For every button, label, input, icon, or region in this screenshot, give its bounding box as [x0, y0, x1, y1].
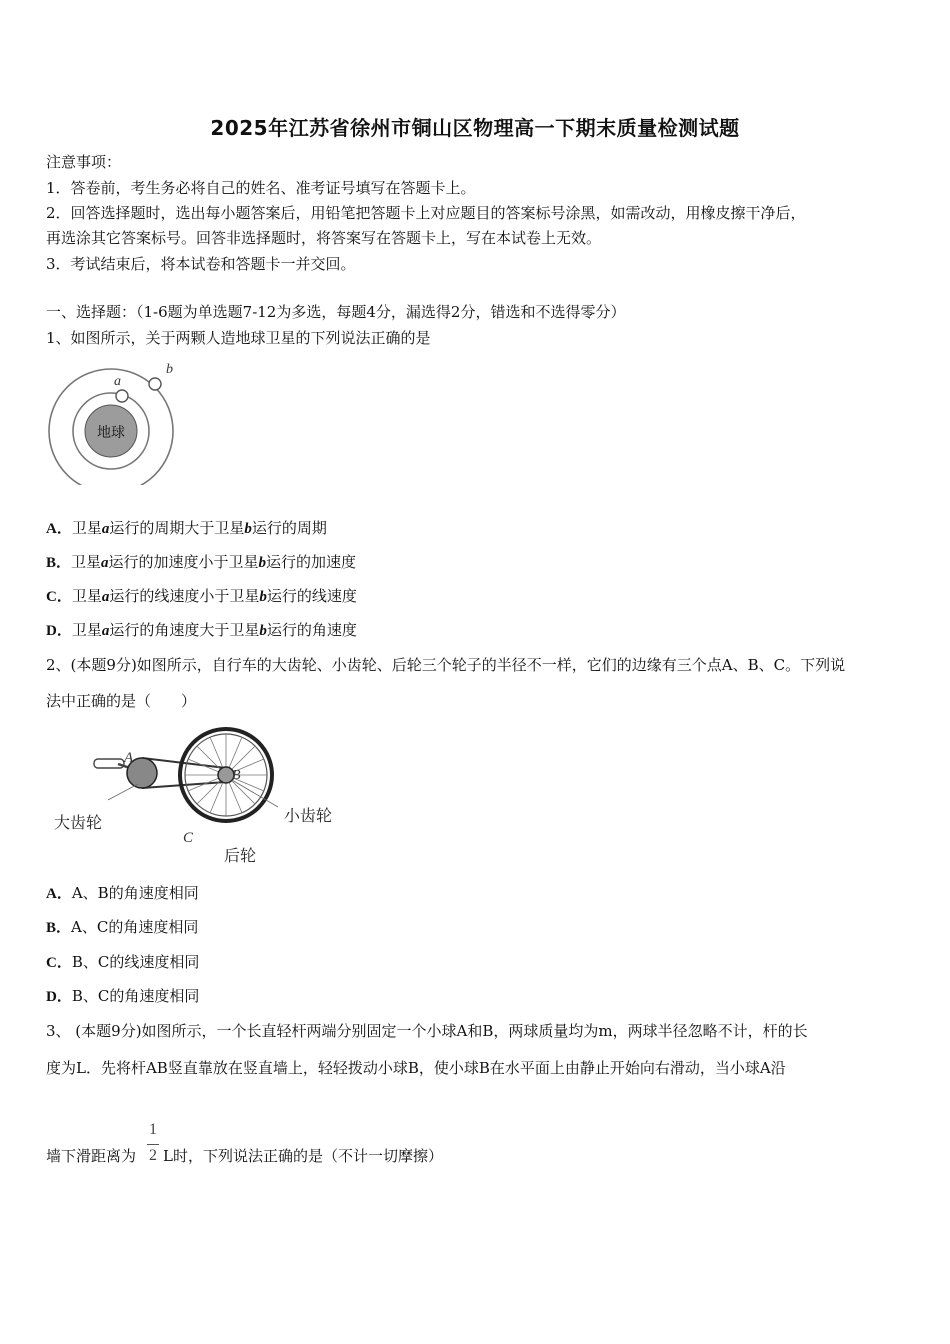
notes-heading: 注意事项： — [46, 153, 122, 171]
q2-option-b: B．A、C的角速度相同 — [46, 918, 199, 936]
q1-option-d: D．卫星a运行的角速度大于卫星b运行的角速度 — [46, 621, 357, 639]
big-gear-label: 大齿轮 — [54, 813, 103, 832]
note-item: 1．答卷前，考生务必将自己的姓名、准考证号填写在答题卡上。 — [46, 179, 476, 197]
q3-stem-line3-post: L时，下列说法正确的是（不计一切摩擦） — [163, 1147, 443, 1165]
earth-label: 地球 — [97, 425, 125, 441]
q2-stem-cont: 法中正确的是（ ） — [46, 692, 197, 710]
q3-stem-line3-pre: 墙下滑距离为 — [46, 1147, 137, 1165]
q1-option-c: C．卫星a运行的线速度小于卫星b运行的线速度 — [46, 587, 357, 605]
q1-option-b: B．卫星a运行的加速度小于卫星b运行的加速度 — [46, 553, 357, 571]
fraction-numerator: 1 — [149, 1121, 157, 1138]
rear-wheel-label: 后轮 — [224, 846, 257, 865]
q1-option-a: A．卫星a运行的周期大于卫星b运行的周期 — [46, 519, 327, 537]
point-a-label: A — [124, 750, 134, 766]
note-item: 2．回答选择题时，选出每小题答案后，用铅笔把答题卡上对应题目的答案标号涂黑，如需改动，用橡皮擦干净后， — [46, 204, 806, 222]
q3-stem-cont: 度为L．先将杆AB竖直靠放在竖直墙上，轻轻拨动小球B，使小球B在水平面上由静止开始向右滑动，当小球A沿 — [46, 1059, 786, 1077]
q2-option-c: C．B、C的线速度相同 — [46, 953, 200, 971]
bicycle-gear-figure — [46, 722, 346, 867]
section-heading: 一、选择题：（1-6题为单选题7-12为多选，每题4分，漏选得2分，错选和不选得零分） — [46, 303, 626, 321]
satellite-orbit-figure — [46, 355, 186, 485]
q2-option-a: A．A、B的角速度相同 — [46, 884, 199, 902]
satellite-b — [149, 378, 161, 390]
label-b: b — [166, 362, 173, 377]
fraction-bar — [147, 1144, 159, 1145]
satellite-a — [116, 390, 128, 402]
point-c-label: C — [183, 830, 194, 846]
fraction-denominator: 2 — [149, 1147, 157, 1164]
small-gear-label: 小齿轮 — [284, 806, 333, 825]
point-b-label: B — [232, 768, 241, 783]
page-title: 2025年江苏省徐州市铜山区物理高一下期末质量检测试题 — [210, 116, 740, 140]
note-item: 3．考试结束后，将本试卷和答题卡一并交回。 — [46, 255, 356, 273]
q2-stem: 2、(本题9分)如图所示，自行车的大齿轮、小齿轮、后轮三个轮子的半径不一样，它们的边缘有三个点A、B、C。下列说 — [46, 656, 846, 674]
leader-big-gear — [108, 784, 138, 800]
label-a: a — [114, 374, 121, 389]
q3-stem: 3、 (本题9分)如图所示，一个长直轻杆两端分别固定一个小球A和B，两球质量均为m，两球半径忽略不计，杆的长 — [46, 1022, 808, 1040]
q1-stem: 1、如图所示，关于两颗人造地球卫星的下列说法正确的是 — [46, 329, 431, 347]
q2-option-d: D．B、C的角速度相同 — [46, 987, 200, 1005]
note-item: 再选涂其它答案标号。回答非选择题时，将答案写在答题卡上，写在本试卷上无效。 — [46, 229, 602, 247]
